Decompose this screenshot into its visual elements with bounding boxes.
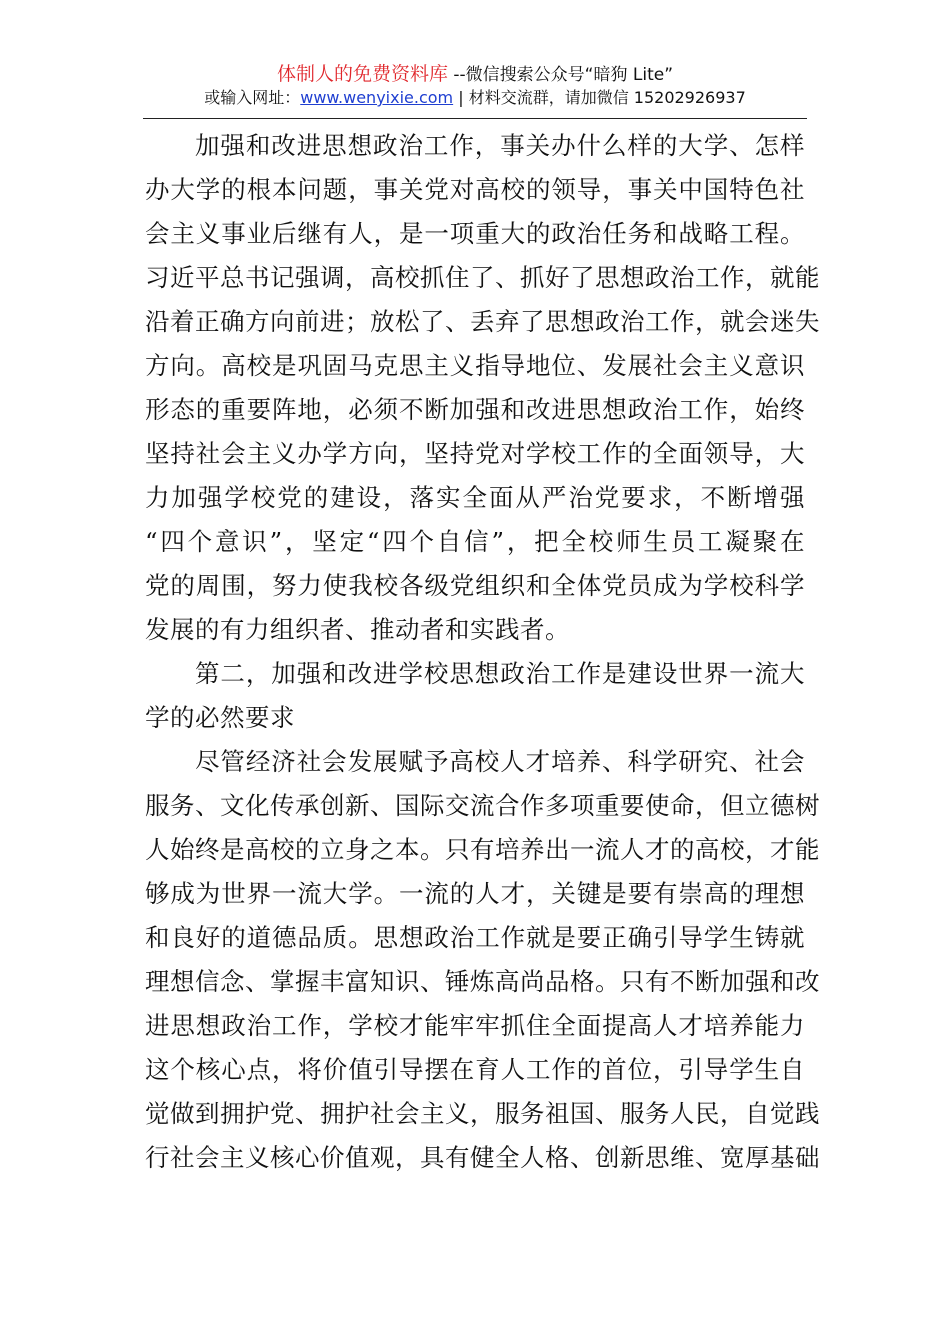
brand-title: 体制人的免费资料库 [276, 63, 448, 85]
paragraph-3 [145, 740, 820, 1180]
contact-info: | 材料交流群，请加微信 15202926937 [453, 88, 746, 107]
paragraph-1 [145, 124, 820, 652]
header-divider [143, 118, 807, 119]
text-line: 和良好的道德品质。思想政治工作就是要正确引导学生铸就 [145, 923, 805, 952]
text-line: 这个核心点，将价值引导摆在育人工作的首位，引导学生自 [145, 1055, 805, 1084]
text-line: 形态的重要阵地，必须不断加强和改进思想政治工作，始终 [145, 395, 805, 424]
document-body [145, 124, 820, 1180]
page-header [0, 62, 950, 109]
text-line: 进思想政治工作，学校才能牢牢抓住全面提高人才培养能力 [145, 1011, 805, 1040]
text-line: 尽管经济社会发展赋予高校人才培养、科学研究、社会 [195, 747, 805, 776]
url-prefix: 或输入网址： [204, 88, 301, 107]
text-line: 发展的有力组织者、推动者和实践者。 [145, 615, 570, 644]
text-line: 觉做到拥护党、拥护社会主义，服务祖国、服务人民，自觉践 [145, 1099, 820, 1128]
text-line: 方向。高校是巩固马克思主义指导地位、发展社会主义意识 [145, 351, 805, 380]
text-line: 理想信念、掌握丰富知识、锤炼高尚品格。只有不断加强和改 [145, 967, 820, 996]
header-line-2 [0, 87, 950, 109]
text-line: 够成为世界一流大学。一流的人才，关键是要有崇高的理想 [145, 879, 805, 908]
website-link[interactable]: www.wenyixie.com [300, 88, 454, 107]
header-tagline: --微信搜索公众号“暗狗 Lite” [448, 65, 674, 85]
text-line: 习近平总书记强调，高校抓住了、抓好了思想政治工作，就能 [145, 263, 820, 292]
text-line: 人始终是高校的立身之本。只有培养出一流人才的高校，才能 [145, 835, 820, 864]
text-line: 服务、文化传承创新、国际交流合作多项重要使命，但立德树 [145, 791, 820, 820]
text-line: 学的必然要求 [145, 703, 295, 732]
text-line: 沿着正确方向前进；放松了、丢弃了思想政治工作，就会迷失 [145, 307, 820, 336]
text-line: 党的周围，努力使我校各级党组织和全体党员成为学校科学 [145, 571, 805, 600]
text-line: 第二，加强和改进学校思想政治工作是建设世界一流大 [195, 659, 805, 688]
text-line: “四个意识”，坚定“四个自信”，把全校师生员工凝聚在 [145, 527, 805, 556]
paragraph-2-heading [145, 652, 805, 740]
header-line-1 [0, 62, 950, 87]
text-line: 办大学的根本问题，事关党对高校的领导，事关中国特色社 [145, 175, 805, 204]
text-line: 加强和改进思想政治工作，事关办什么样的大学、怎样 [195, 131, 805, 160]
text-line: 会主义事业后继有人，是一项重大的政治任务和战略工程。 [145, 219, 805, 248]
text-line: 力加强学校党的建设，落实全面从严治党要求，不断增强 [145, 483, 805, 512]
text-line: 行社会主义核心价值观，具有健全人格、创新思维、宽厚基础 [145, 1143, 820, 1172]
text-line: 坚持社会主义办学方向，坚持党对学校工作的全面领导，大 [145, 439, 805, 468]
